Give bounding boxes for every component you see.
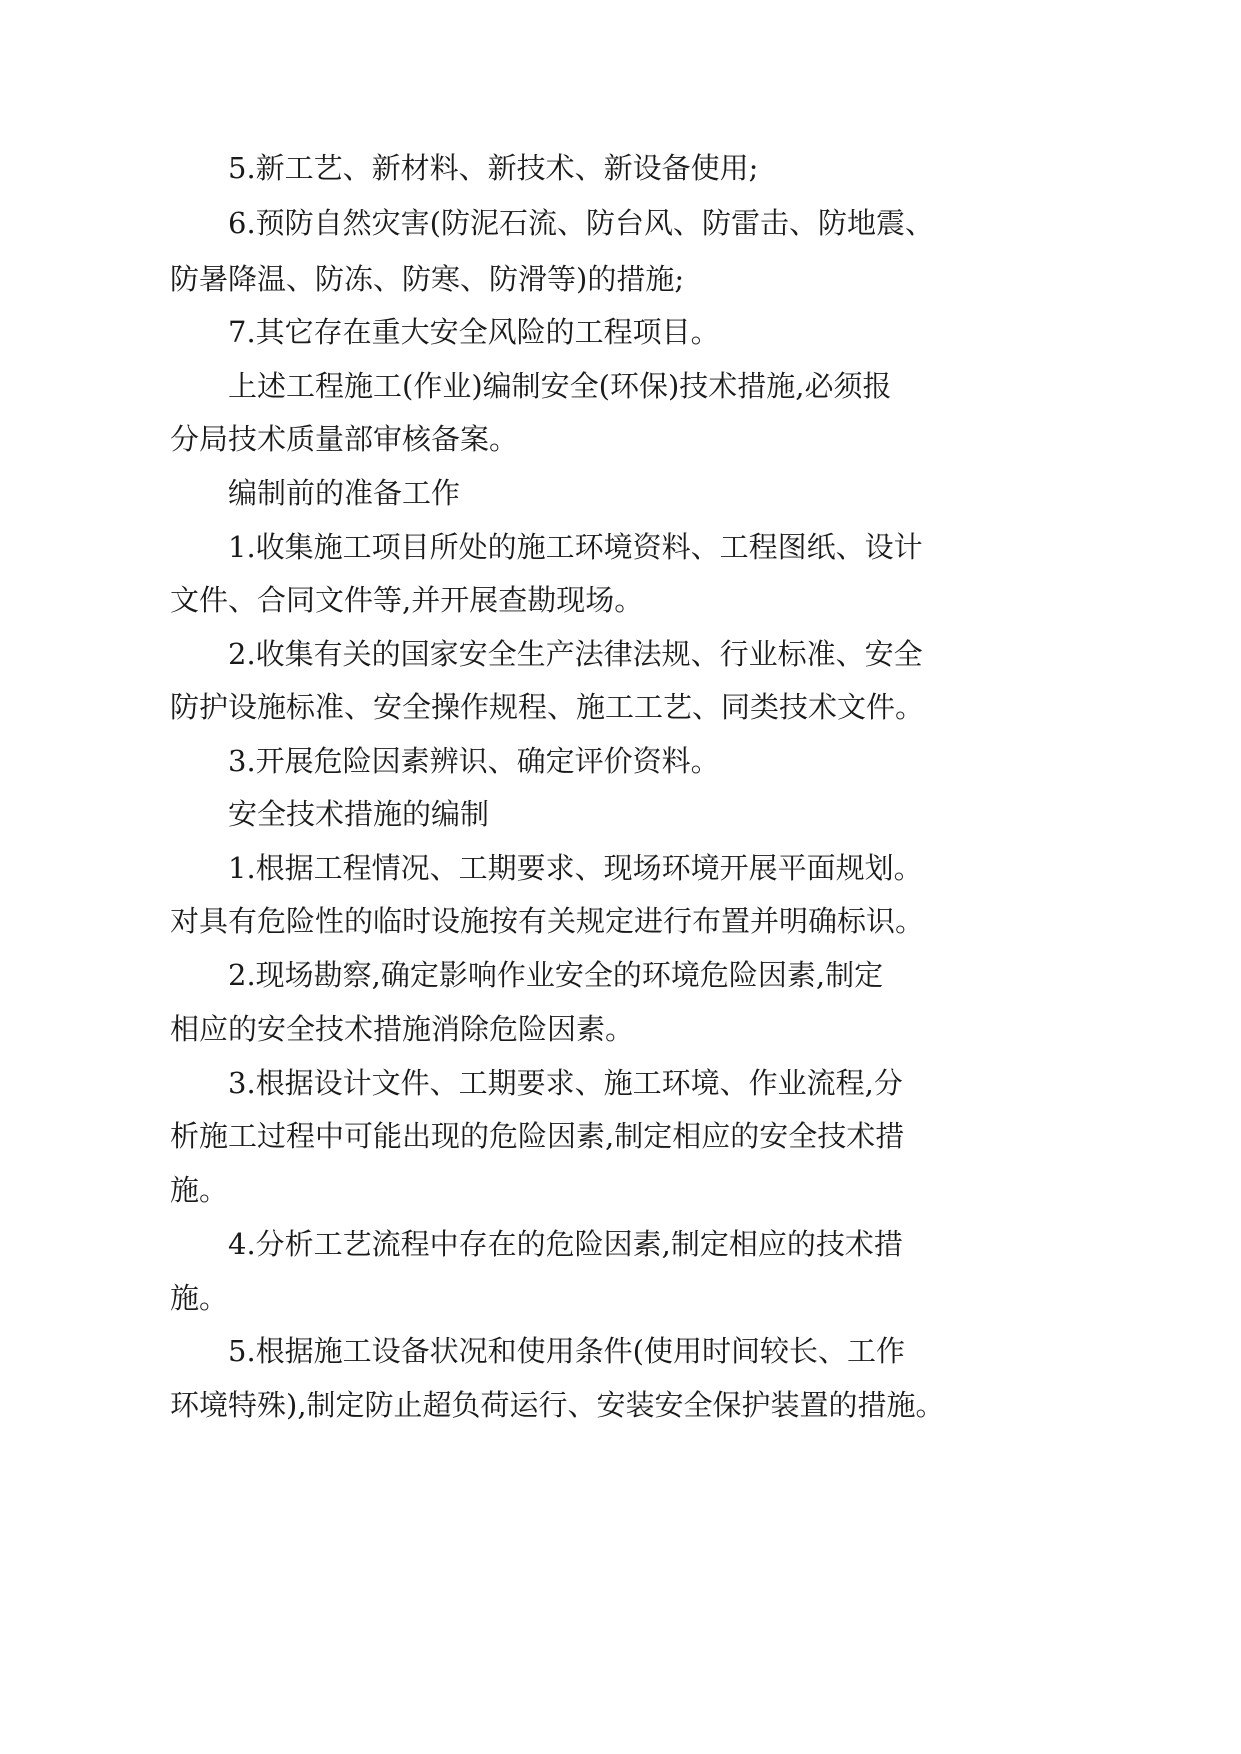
text-line: 1.根据工程情况、工期要求、现场环境开展平面规划。 <box>228 851 923 885</box>
text-line: 3.根据设计文件、工期要求、施工环境、作业流程,分 <box>228 1066 903 1100</box>
text-line: 2.现场勘察,确定影响作业安全的环境危险因素,制定 <box>228 958 884 992</box>
text-line: 对具有危险性的临时设施按有关规定进行布置并明确标识。 <box>170 904 925 938</box>
text-line: 分局技术质量部审核备案。 <box>170 422 519 456</box>
text-line: 1.收集施工项目所处的施工环境资料、工程图纸、设计 <box>228 530 923 564</box>
text-line: 析施工过程中可能出现的危险因素,制定相应的安全技术措 <box>170 1119 905 1153</box>
text-line: 5.新工艺、新材料、新技术、新设备使用; <box>228 151 759 185</box>
section-heading: 安全技术措施的编制 <box>228 797 490 831</box>
text-line: 施。 <box>170 1173 229 1207</box>
text-line: 防暑降温、防冻、防寒、防滑等)的措施; <box>170 262 685 296</box>
section-heading: 编制前的准备工作 <box>228 476 461 510</box>
text-line: 上述工程施工(作业)编制安全(环保)技术措施,必须报 <box>228 369 892 403</box>
text-line: 6.预防自然灾害(防泥石流、防台风、防雷击、防地震、 <box>228 206 934 240</box>
text-line: 4.分析工艺流程中存在的危险因素,制定相应的技术措 <box>228 1227 903 1261</box>
text-line: 5.根据施工设备状况和使用条件(使用时间较长、工作 <box>228 1334 905 1368</box>
text-line: 环境特殊),制定防止超负荷运行、安装安全保护装置的措施。 <box>170 1388 945 1422</box>
text-line: 相应的安全技术措施消除危险因素。 <box>170 1012 635 1046</box>
text-line: 防护设施标准、安全操作规程、施工工艺、同类技术文件。 <box>170 690 925 724</box>
text-line: 施。 <box>170 1281 229 1315</box>
text-line: 7.其它存在重大安全风险的工程项目。 <box>228 315 720 349</box>
text-line: 3.开展危险因素辨识、确定评价资料。 <box>228 744 720 778</box>
text-line: 文件、合同文件等,并开展查勘现场。 <box>170 583 644 617</box>
text-line: 2.收集有关的国家安全生产法律法规、行业标准、安全 <box>228 637 923 671</box>
